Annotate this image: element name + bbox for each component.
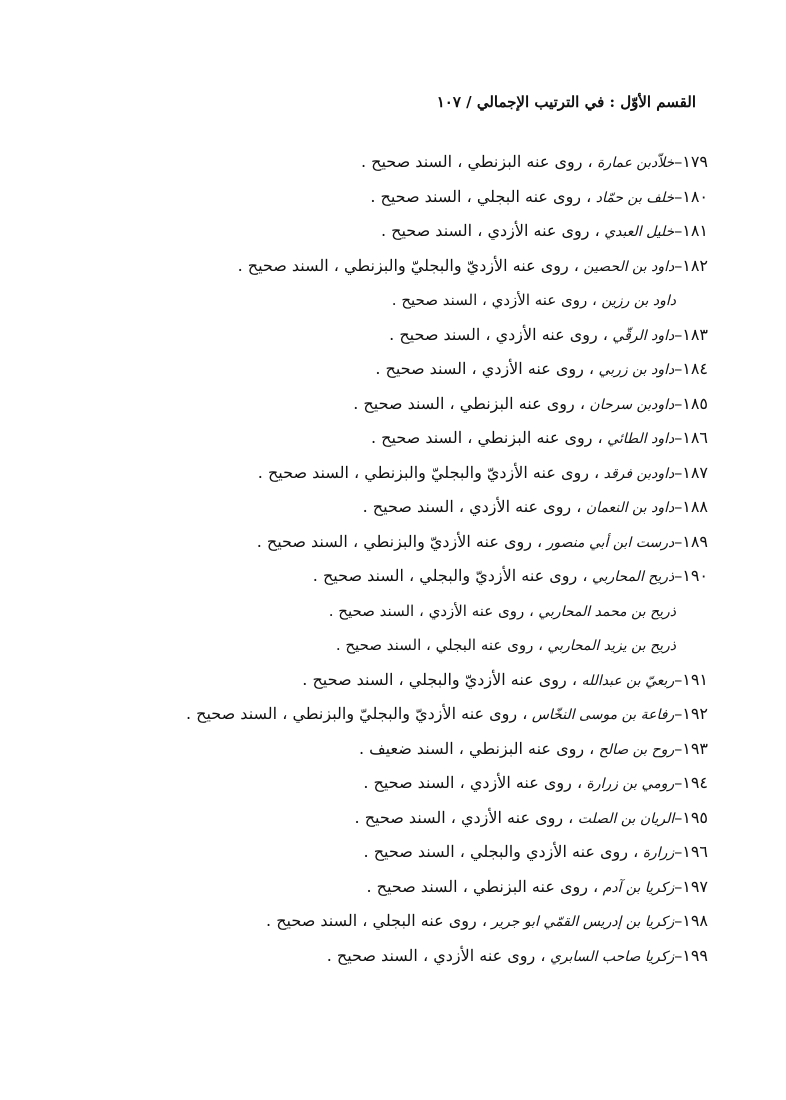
entry-dash: –	[674, 221, 683, 240]
entry-number: ١٩١	[682, 669, 708, 689]
list-item	[68, 628, 708, 663]
entry-text: ، روى عنه البجلي ، السند صحيح .	[335, 636, 543, 654]
entry-number: ١٨٢	[682, 255, 708, 275]
list-item	[68, 594, 708, 629]
list-item	[68, 835, 708, 870]
entry-dash: –	[674, 531, 683, 551]
entry-text: ، روى عنه الأزديّ والبجليّ والبزنطي ، السند صحيح .	[185, 704, 528, 723]
narrator-name: داود بن زربي	[594, 362, 675, 378]
entry-dash: –	[674, 911, 683, 930]
entry-dash: –	[674, 359, 683, 378]
list-item	[68, 870, 708, 905]
entry-number: ١٩٠	[682, 566, 708, 585]
list-item	[68, 801, 708, 836]
entry-dash: –	[674, 152, 683, 171]
entry-number: ١٩٣	[682, 738, 708, 758]
list-item	[68, 697, 708, 732]
entry-text: ، روى عنه البزنطي ، السند صحيح .	[366, 876, 599, 896]
entry-number: ١٩٩	[682, 945, 708, 965]
entry-number: ١٨٠	[682, 186, 708, 206]
entry-number: ١٧٩	[682, 152, 708, 171]
narrator-name: درست ابن أبي منصور	[542, 534, 675, 551]
entry-dash: –	[674, 566, 683, 585]
narrator-name: داودبن فرقد	[599, 465, 675, 482]
entry-text: ، روى عنه الأزدي ، السند صحيح .	[380, 221, 600, 240]
entry-text: ، روى عنه الأزديّ والبزنطي ، السند صحيح .	[256, 531, 543, 551]
entry-number: ١٩٥	[682, 807, 708, 827]
entry-text: ، روى عنه البجلي ، السند صحيح .	[370, 186, 592, 206]
narrator-name: رفاعة بن موسى النخّاس	[527, 707, 675, 723]
narrator-name: ذريح المحاربي	[587, 569, 675, 585]
entry-text: ، روى عنه الأزدي ، السند صحيح .	[328, 601, 534, 620]
narrator-name: داود بن الحصين	[578, 258, 675, 275]
entry-number: ١٨٥	[682, 393, 708, 413]
entry-number: ١٩٤	[682, 773, 708, 792]
entry-dash: –	[674, 773, 683, 792]
narrator-name: داود الرقّي	[607, 327, 675, 344]
entry-text: ، روى عنه الأزدي ، السند صحيح .	[391, 291, 597, 309]
entry-dash: –	[674, 669, 683, 689]
entry-number: ١٩٧	[682, 876, 708, 896]
list-item	[68, 318, 708, 353]
entry-number: ١٨٧	[682, 462, 708, 482]
entry-number: ١٨٩	[682, 531, 708, 551]
entry-dash: –	[674, 704, 683, 723]
narrator-list	[68, 145, 708, 973]
entry-text: ، روى عنه البجلي ، السند صحيح .	[266, 911, 487, 930]
narrator-name: ذريح بن محمد المحاربي	[533, 603, 676, 620]
list-item	[68, 249, 708, 284]
entry-dash: –	[674, 497, 683, 516]
entry-text: ، روى عنه البزنطي ، السند صحيح .	[360, 152, 593, 171]
entry-dash: –	[674, 842, 683, 861]
list-item	[68, 559, 708, 594]
narrator-name: خلاّدبن عمارة	[592, 155, 675, 171]
list-item	[68, 904, 708, 939]
narrator-name: خلف بن حمّاد	[591, 189, 675, 206]
entry-text: ، روى عنه الأزدي ، السند صحيح .	[375, 359, 595, 378]
entry-text: ، روى عنه الأزدي ، السند صحيح .	[389, 324, 608, 344]
entry-text: ، روى عنه الأزديّ والبجليّ والبزنطي ، السند صحيح .	[257, 462, 600, 482]
entry-text: ، روى عنه البزنطي ، السند صحيح .	[370, 428, 603, 447]
narrator-name: ذريح بن يزيد المحاربي	[542, 638, 676, 654]
list-item	[68, 145, 708, 180]
entry-dash: –	[674, 255, 683, 275]
entry-text: ، روى عنه البزنطي ، السند صحيح .	[353, 393, 585, 413]
list-item	[68, 387, 708, 422]
entry-text: ، روى عنه الأزدي ، السند صحيح .	[326, 945, 546, 965]
entry-text: ، روى عنه الأزدي والبجلي ، السند صحيح .	[363, 842, 639, 861]
list-item	[68, 283, 708, 318]
list-item	[68, 939, 708, 974]
entry-number: ١٨٤	[682, 359, 708, 378]
narrator-name: روح بن صالح	[594, 741, 675, 758]
list-item	[68, 663, 708, 698]
list-item	[68, 525, 708, 560]
narrator-name: داود بن النعمان	[581, 500, 675, 516]
entry-number: ١٩٦	[682, 842, 708, 861]
entry-text: ، روى عنه الأزدي ، السند صحيح .	[362, 497, 582, 516]
list-item	[68, 352, 708, 387]
narrator-name: زكريا صاحب السابري	[545, 948, 675, 965]
entry-text: ، روى عنه الأزدي ، السند صحيح .	[354, 807, 574, 827]
entry-number: ١٩٢	[682, 704, 708, 723]
entry-dash: –	[674, 876, 683, 896]
list-item	[68, 456, 708, 491]
entry-number: ١٨٣	[682, 324, 708, 344]
entry-text: ، روى عنه البزنطي ، السند ضعيف .	[358, 738, 595, 758]
narrator-name: داودبن سرحان	[584, 396, 675, 413]
entry-dash: –	[674, 186, 683, 206]
narrator-name: الريان بن الصلت	[573, 810, 675, 827]
entry-text: ، روى عنه الأزديّ والبجلي ، السند صحيح .	[302, 669, 577, 689]
narrator-name: ربعيّ بن عبدالله	[577, 672, 675, 689]
entry-dash: –	[674, 738, 683, 758]
list-item	[68, 180, 708, 215]
list-item	[68, 490, 708, 525]
entry-dash: –	[674, 462, 683, 482]
narrator-name: زكريا بن آدم	[598, 879, 675, 896]
entry-dash: –	[674, 428, 683, 447]
narrator-name: زكريا بن إدريس القمّي ابو جرير	[487, 914, 675, 930]
list-item	[68, 732, 708, 767]
entry-text: ، روى عنه الأزديّ والبجليّ والبزنطي ، السند صحيح .	[237, 255, 579, 275]
narrator-name: داود بن رزين	[596, 293, 676, 309]
list-item	[68, 421, 708, 456]
entry-dash: –	[674, 393, 683, 413]
entry-dash: –	[674, 945, 683, 965]
list-item	[68, 766, 708, 801]
narrator-name: خليل العبدي	[599, 224, 675, 240]
entry-dash: –	[674, 807, 683, 827]
entry-text: ، روى عنه الأزدي ، السند صحيح .	[363, 773, 583, 792]
entry-number: ١٨١	[682, 221, 708, 240]
entry-number: ١٨٦	[682, 428, 708, 447]
narrator-name: رومي بن زرارة	[582, 776, 675, 792]
narrator-name: زرارة	[638, 845, 675, 861]
entry-text: ، روى عنه الأزديّ والبجلي ، السند صحيح .	[312, 566, 588, 585]
page-header: القسم الأوّل : في الترتيب الإجمالي / ١٠٧	[436, 93, 696, 111]
list-item	[68, 214, 708, 249]
entry-number: ١٩٨	[682, 911, 708, 930]
entry-dash: –	[674, 324, 683, 344]
entry-number: ١٨٨	[682, 497, 708, 516]
narrator-name: داود الطائي	[602, 431, 675, 447]
